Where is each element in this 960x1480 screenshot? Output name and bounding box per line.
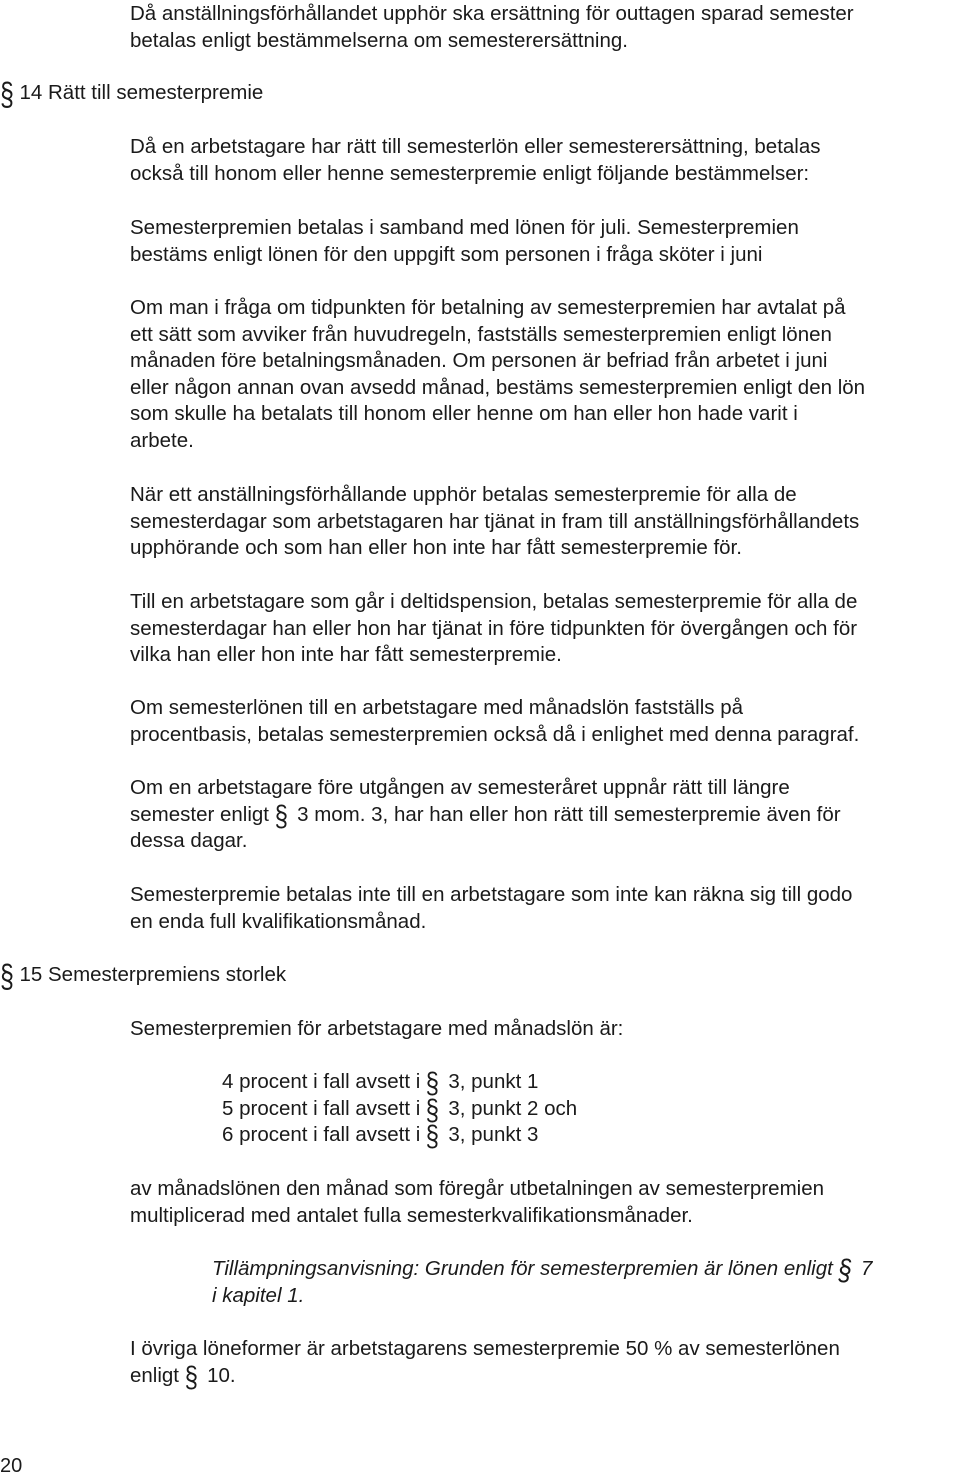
s14-paragraph-7 (130, 775, 841, 855)
text-line: Om semesterlönen till en arbetstagare med månadslön fastställs på (130, 696, 744, 719)
text-line: också till honom eller henne semesterpremie enligt följande bestämmelser: (130, 161, 810, 185)
text-line: Semesterpremien för arbetstagare med månadslön är: (130, 1017, 624, 1040)
s14-paragraph-1 (130, 134, 821, 187)
s15-paragraph-3 (130, 1336, 840, 1394)
text-line: semesterdagar som arbetstagaren har tjänat in fram till anställningsförhållandets (130, 509, 860, 533)
section-sign: § (425, 1067, 439, 1100)
list-item (222, 1067, 577, 1100)
text-line: Då en arbetstagare har rätt till semesterlön eller semesterersättning, betalas (130, 135, 821, 158)
section-14-heading (0, 76, 264, 112)
text-line (130, 1360, 840, 1394)
section-14-title: 14 Rätt till semesterpremie (19, 81, 264, 104)
percentage-list (222, 1067, 578, 1154)
text-line: månaden före betalningsmånaden. Om personen är befriad från arbetet i juni (130, 349, 828, 373)
text-line: ett sätt som avviker från huvudregeln, fastställs semesterpremien enligt lönen (130, 322, 832, 346)
text-line: Semesterpremie betalas inte till en arbetstagare som inte kan räkna sig till godo (130, 883, 853, 906)
text-fragment: Tillämpningsanvisning: Grunden för semesterpremien är lönen enligt (212, 1257, 833, 1280)
section-15-heading (0, 958, 287, 994)
list-item (222, 1120, 577, 1154)
text-line: en enda full kvalifikationsmånad. (130, 909, 427, 933)
text-line: eller någon annan ovan avsedd månad, bestäms semesterpremien enligt den lön (130, 375, 866, 399)
list-item (222, 1093, 578, 1127)
text-fragment: 3, punkt 3 (448, 1123, 539, 1147)
text-fragment: 3 mom. 3, har han eller hon rätt till semesterpremie även för (297, 802, 841, 826)
text-line: procentbasis, betalas semesterpremien också då i enlighet med denna paragraf. (130, 722, 860, 746)
text-line: bestäms enligt lönen för den uppgift som personen i fråga sköter i juni (130, 242, 763, 266)
section-sign: § (184, 1360, 198, 1394)
text-line: som skulle ha betalats till honom eller henne om han eller hon hade varit i (130, 402, 798, 426)
text-line: betalas enligt bestämmelserna om semesterersättning. (130, 28, 628, 52)
page-number: 20 (0, 1455, 23, 1477)
text-line: vilka han eller hon inte har fått semesterpremie. (130, 643, 562, 667)
text-line: Till en arbetstagare som går i deltidspension, betalas semesterpremie för alla de (130, 590, 858, 613)
intro-paragraph (130, 1, 854, 54)
section-sign: § (0, 958, 14, 994)
s14-paragraph-8 (130, 882, 852, 935)
section-sign: § (425, 1120, 439, 1154)
text-fragment: semester enligt (130, 802, 270, 826)
text-fragment: 7 (860, 1257, 873, 1280)
s14-paragraph-5 (130, 589, 857, 669)
section-sign: § (425, 1093, 439, 1127)
text-fragment: 3, punkt 1 (448, 1070, 539, 1093)
text-line: Då anställningsförhållandet upphör ska ersättning för outtagen sparad semester (130, 2, 854, 25)
text-line: När ett anställningsförhållande upphör betalas semesterpremie för alla de (130, 483, 797, 506)
text-line: Om man i fråga om tidpunkten för betalning av semesterpremien har avtalat på (130, 296, 846, 319)
text-line: av månadslönen den månad som föregår utbetalningen av semesterpremien (130, 1177, 824, 1200)
text-line: multiplicerad med antalet fulla semesterkvalifikationsmånader. (130, 1203, 693, 1227)
section-sign: § (838, 1254, 852, 1287)
text-fragment: 10. (207, 1363, 236, 1387)
section-sign: § (0, 76, 14, 112)
text-line (130, 799, 841, 833)
s14-paragraph-6 (130, 695, 859, 748)
text-line: semesterdagar han eller hon har tjänat in före tidpunkten för övergången och för (130, 616, 858, 640)
s15-paragraph-2 (130, 1176, 824, 1229)
application-note (212, 1256, 872, 1309)
text-fragment: 3, punkt 2 och (448, 1096, 578, 1120)
text-fragment: 6 procent i fall avsett i (222, 1123, 421, 1147)
text-line: i kapitel 1. (212, 1283, 305, 1307)
text-line: Om en arbetstagare före utgången av semesteråret uppnår rätt till längre (130, 776, 790, 799)
section-sign: § (274, 799, 288, 833)
text-line: upphörande och som han eller hon inte har fått semesterpremie för. (130, 536, 742, 560)
s14-paragraph-4 (130, 482, 859, 562)
text-line: I övriga löneformer är arbetstagarens semesterpremie 50 % av semesterlönen (130, 1337, 840, 1360)
text-line (212, 1254, 873, 1287)
text-fragment: 4 procent i fall avsett i (222, 1070, 421, 1093)
text-fragment: 5 procent i fall avsett i (222, 1096, 421, 1120)
section-15-title: 15 Semesterpremiens storlek (19, 963, 287, 986)
s15-paragraph-1 (130, 1016, 623, 1043)
s14-paragraph-2 (130, 215, 799, 268)
text-line: dessa dagar. (130, 829, 248, 853)
text-line: arbete. (130, 428, 194, 452)
s14-paragraph-3 (130, 295, 865, 455)
text-fragment: enligt (130, 1363, 180, 1387)
text-line: Semesterpremien betalas i samband med lönen för juli. Semesterpremien (130, 216, 799, 239)
